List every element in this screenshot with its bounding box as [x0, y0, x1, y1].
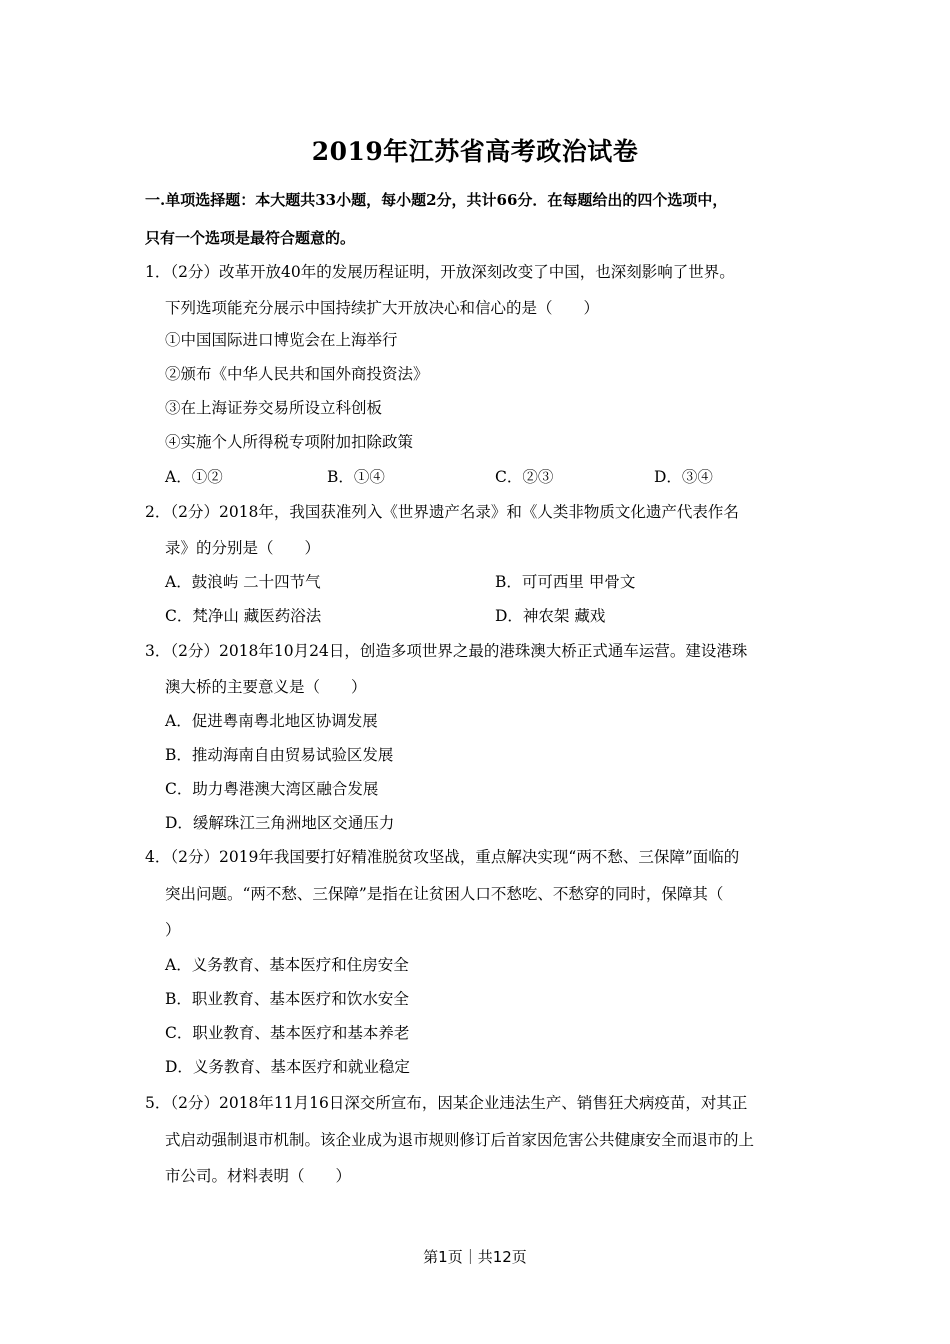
- question-4-option-d: D．义务教育、基本医疗和就业稳定: [165, 1058, 410, 1076]
- page-title: 2019年江苏省高考政治试卷: [311, 137, 639, 166]
- question-2-stem-line1: 2．（2分）2018年，我国获准列入《世界遗产名录》和《人类非物质文化遗产代表作名: [145, 503, 739, 521]
- section-heading-line2: 只有一个选项是最符合题意的。: [145, 229, 356, 247]
- question-5-stem-line2: 式启动强制退市机制。该企业成为退市规则修订后首家因危害公共健康安全而退市的上: [165, 1131, 755, 1149]
- question-2-option-b: B．可可西里 甲骨文: [495, 573, 636, 591]
- question-5-stem-line3: 市公司。材料表明（ ）: [165, 1167, 352, 1185]
- question-1-option-d: D．③④: [654, 468, 713, 486]
- question-4-option-c: C．职业教育、基本医疗和基本养老: [165, 1024, 410, 1042]
- question-3-option-b: B．推动海南自由贸易试验区发展: [165, 746, 394, 764]
- question-3-option-c: C．助力粤港澳大湾区融合发展: [165, 780, 379, 798]
- page-footer: 第1页｜共12页: [423, 1248, 527, 1266]
- question-2-option-a: A．鼓浪屿 二十四节气: [165, 573, 321, 591]
- question-2-stem-line2: 录》的分别是（ ）: [165, 539, 321, 557]
- question-1-option-a: A．①②: [165, 468, 223, 486]
- question-4-stem-line1: 4．（2分）2019年我国要打好精准脱贫攻坚战，重点解决实现“两不愁、三保障”面临的: [145, 848, 740, 866]
- question-1-stem-line2: 下列选项能充分展示中国持续扩大开放决心和信心的是（ ）: [165, 299, 600, 317]
- question-4-option-a: A．义务教育、基本医疗和住房安全: [165, 956, 409, 974]
- question-3-option-a: A．促进粤南粤北地区协调发展: [165, 712, 378, 730]
- question-1-statement-4: ④实施个人所得税专项附加扣除政策: [165, 433, 414, 451]
- question-1-statement-1: ①中国国际进口博览会在上海举行: [165, 331, 398, 349]
- question-3-stem-line2: 澳大桥的主要意义是（ ）: [165, 678, 367, 696]
- question-4-option-b: B．职业教育、基本医疗和饮水安全: [165, 990, 409, 1008]
- question-4-stem-line2: 突出问题。“两不愁、三保障”是指在让贫困人口不愁吃、不愁穿的同时，保障其（: [165, 885, 724, 903]
- question-2-option-c: C．梵净山 藏医药浴法: [165, 607, 322, 625]
- question-1-statement-3: ③在上海证券交易所设立科创板: [165, 399, 383, 417]
- question-1-stem-line1: 1．（2分）改革开放40年的发展历程证明，开放深刻改变了中国，也深刻影响了世界。: [145, 263, 735, 281]
- question-1-statement-2: ②颁布《中华人民共和国外商投资法》: [165, 365, 429, 383]
- question-1-option-b: B．①④: [327, 468, 385, 486]
- question-3-stem-line1: 3．（2分）2018年10月24日，创造多项世界之最的港珠澳大桥正式通车运营。建设港珠: [145, 642, 748, 660]
- question-5-stem-line1: 5．（2分）2018年11月16日深交所宣布，因某企业违法生产、销售狂犬病疫苗，对其正: [145, 1094, 748, 1112]
- section-heading-line1: 一.单项选择题：本大题共33小题，每小题2分，共计66分．在每题给出的四个选项中，: [145, 191, 728, 209]
- question-1-option-c: C．②③: [495, 468, 554, 486]
- question-2-option-d: D．神农架 藏戏: [495, 607, 606, 625]
- question-3-option-d: D．缓解珠江三角洲地区交通压力: [165, 814, 395, 832]
- question-4-stem-line3: ）: [165, 921, 181, 939]
